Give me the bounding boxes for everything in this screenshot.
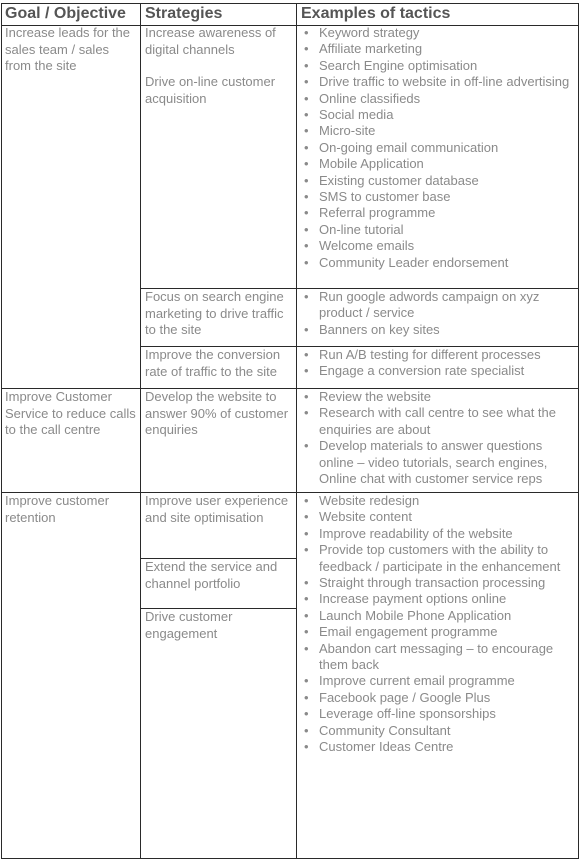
tactic-item: • Facebook page / Google Plus xyxy=(301,690,576,706)
tactic-item: • Banners on key sites xyxy=(301,322,576,338)
row3-strategy-2: Extend the service and channel portfolio xyxy=(145,559,278,591)
tactic-item: • Increase payment options online xyxy=(301,591,576,607)
row3-strategy-3: Drive customer engagement xyxy=(145,609,233,641)
tactic-item: • Develop materials to answer questions online – video tutorials, search engines, Online chat with customer service reps xyxy=(301,438,576,487)
row1-strategy-2: Drive on-line customer acquisition xyxy=(145,74,276,106)
tactic-item: • Referral programme xyxy=(301,205,576,221)
table-border-right xyxy=(578,3,579,858)
row1-strategy-block-3: Improve the conversion rate of traffic to the site xyxy=(145,347,281,379)
row2-goal: Improve Customer Service to reduce calls to the call centre xyxy=(5,389,136,437)
tactic-item: • Drive traffic to website in off-line advertising xyxy=(301,74,576,90)
table-border-left xyxy=(1,3,2,858)
tactic-item: • Existing customer database xyxy=(301,173,576,189)
tactic-item: • Abandon cart messaging – to encourage them back xyxy=(301,641,576,674)
tactic-item: • Website content xyxy=(301,509,576,525)
row2-tactics xyxy=(301,389,576,487)
tactic-item: • Improve current email programme xyxy=(301,673,576,689)
tactic-item: • On-line tutorial xyxy=(301,222,576,238)
row1-strategy-block-2: Focus on search engine marketing to drive traffic to the site xyxy=(145,289,284,337)
tactic-item: • Leverage off-line sponsorships xyxy=(301,706,576,722)
tactic-item: • Engage a conversion rate specialist xyxy=(301,363,576,379)
tactic-item: • Search Engine optimisation xyxy=(301,58,576,74)
tactic-item: • Micro-site xyxy=(301,123,576,139)
tactic-item: • Run A/B testing for different processes xyxy=(301,347,576,363)
row1-tactics-block-1 xyxy=(301,25,576,271)
header-strategies: Strategies xyxy=(145,5,223,22)
row1-strategy-block-1 xyxy=(145,25,293,107)
tactic-item: • Straight through transaction processing xyxy=(301,575,576,591)
row1-goal: Increase leads for the sales team / sales from the site xyxy=(5,25,131,73)
header-tactics: Examples of tactics xyxy=(301,5,451,22)
tactic-item: • Email engagement programme xyxy=(301,624,576,640)
tactic-item: • Welcome emails xyxy=(301,238,576,254)
tactic-item: • Improve readability of the website xyxy=(301,526,576,542)
tactic-item: • Social media xyxy=(301,107,576,123)
row3-strategy-1: Improve user experience and site optimisation xyxy=(145,493,289,525)
tactic-item: • Community Leader endorsement xyxy=(301,255,576,271)
tactic-item: • Mobile Application xyxy=(301,156,576,172)
tactic-item: • Run google adwords campaign on xyz product / service xyxy=(301,289,576,322)
tactic-item: • Affiliate marketing xyxy=(301,41,576,57)
tactic-item: • Review the website xyxy=(301,389,576,405)
tactic-item: • Website redesign xyxy=(301,493,576,509)
row3-tactics xyxy=(301,493,576,756)
column-divider-1 xyxy=(140,3,141,858)
tactic-item: • Customer Ideas Centre xyxy=(301,739,576,755)
row3-goal: Improve customer retention xyxy=(5,493,110,525)
header-goal: Goal / Objective xyxy=(5,5,126,22)
tactic-item: • On-going email communication xyxy=(301,140,576,156)
tactic-item: • Online classifieds xyxy=(301,91,576,107)
row1-tactics-block-2 xyxy=(301,289,576,338)
row1-tactics-block-3 xyxy=(301,347,576,380)
row1-strategy-1: Increase awareness of digital channels xyxy=(145,25,276,57)
row2-strategy: Develop the website to answer 90% of customer enquiries xyxy=(145,389,289,437)
tactic-item: • Provide top customers with the ability to feedback / participate in the enhancement xyxy=(301,542,576,575)
tactic-item: • Keyword strategy xyxy=(301,25,576,41)
table-border-bottom xyxy=(1,858,579,859)
tactic-item: • Community Consultant xyxy=(301,723,576,739)
tactic-item: • SMS to customer base xyxy=(301,189,576,205)
tactic-item: • Research with call centre to see what the enquiries are about xyxy=(301,405,576,438)
column-divider-2 xyxy=(296,3,297,858)
tactic-item: • Launch Mobile Phone Application xyxy=(301,608,576,624)
